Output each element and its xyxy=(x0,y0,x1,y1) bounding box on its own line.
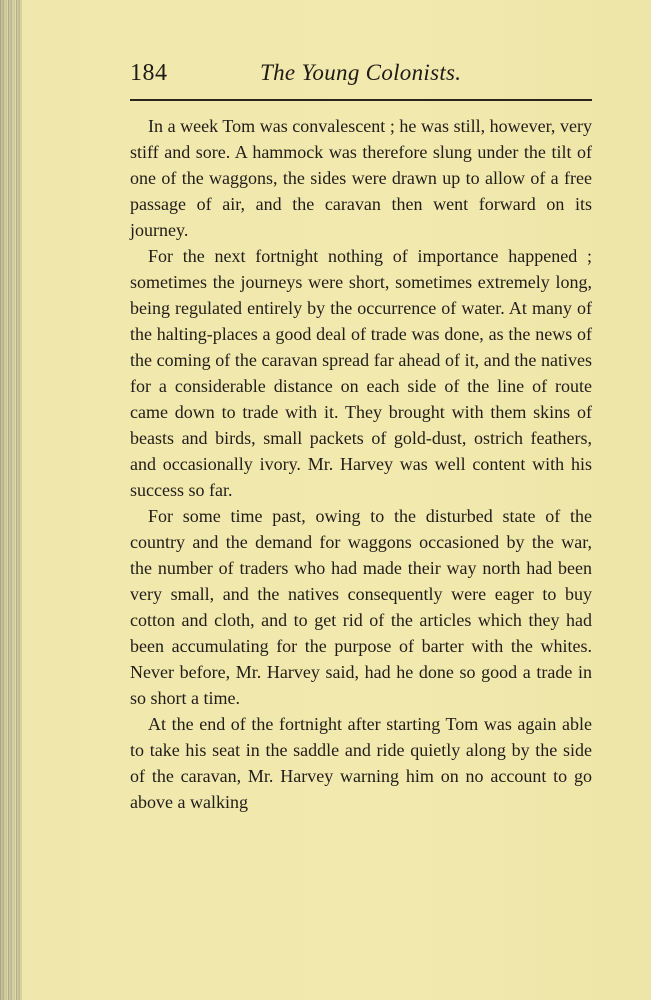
page-gutter xyxy=(0,0,22,1000)
body-text xyxy=(130,113,592,815)
paragraph-1: In a week Tom was convalescent ; he was still, however, very stiff and sore. A hammock was therefore slung under the tilt of one of the waggons, the sides were drawn up to allow of a free passage of air, and the caravan then went forward on its journey. xyxy=(130,116,592,240)
paragraph-2: For the next fortnight nothing of importance happened ; sometimes the journeys were short, sometimes extremely long, being regulated entirely by the occurrence of water. At many of the halting-places a good deal of trade was done, as the news of the coming of the caravan spread far ahead of it, and the natives for a considerable distance on each side of the line of route came down to trade with it. They brought with them skins of beasts and birds, small packets of gold-dust, ostrich feathers, and occasionally ivory. Mr. Harvey was well content with his success so far. xyxy=(130,246,592,500)
header-rule xyxy=(130,99,592,101)
running-title: The Young Colonists. xyxy=(260,60,462,85)
paragraph-4: At the end of the fortnight after starting Tom was again able to take his seat in the saddle and ride quietly along by the side of the caravan, Mr. Harvey warning him on no account to go above a walking xyxy=(130,714,592,812)
page-number: 184 xyxy=(130,60,168,86)
paragraph-3: For some time past, owing to the disturbed state of the country and the demand for waggons occasioned by the war, the number of traders who had made their way north had been very small, and the natives consequently were eager to buy cotton and cloth, and to get rid of the articles which they had been accumulating for the purpose of barter with the whites. Never before, Mr. Harvey said, had he done so good a trade in so short a time. xyxy=(130,506,592,708)
page-header xyxy=(130,60,592,92)
